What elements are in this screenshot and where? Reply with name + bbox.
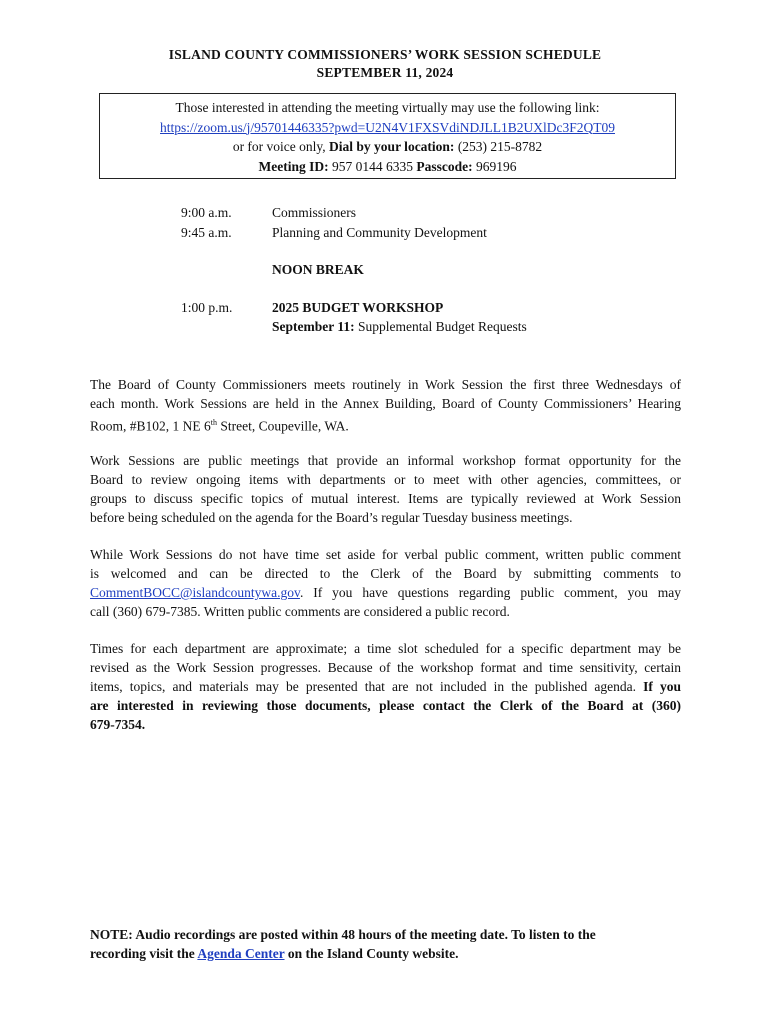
paragraph-line: each month. Work Sessions are held in the Annex Building, Board of County Commissioners’ Hearing	[90, 396, 681, 411]
schedule-item: Commissioners	[272, 205, 357, 220]
schedule-item: 2025 BUDGET WORKSHOP	[272, 300, 444, 315]
virtual-meeting-box	[99, 93, 676, 179]
paragraph-bold-text: If you	[643, 679, 681, 694]
paragraph-text: items, topics, and materials may be presented that are not included in the published agenda.	[90, 679, 637, 694]
meeting-id-label: Meeting ID:	[258, 158, 329, 174]
passcode: 969196	[475, 158, 517, 174]
paragraph-line: is welcomed and can be directed to the Clerk of the Board by submitting comments to	[90, 566, 681, 581]
paragraph-public-comment	[90, 545, 681, 621]
paragraph-text: . If you have questions regarding public comment, you may	[299, 585, 681, 600]
paragraph-line: before being scheduled on the agenda for the Board’s regular Tuesday business meetings.	[90, 510, 573, 525]
schedule-item: Planning and Community Development	[272, 225, 487, 240]
paragraph-line: 679-7354.	[90, 717, 146, 732]
subitem-text: Supplemental Budget Requests	[358, 319, 527, 334]
voice-prefix: or for voice only,	[232, 139, 326, 154]
voice-number: (253) 215-8782	[457, 139, 543, 154]
paragraph-line: The Board of County Commissioners meets routinely in Work Session the first three Wednesdays of	[90, 377, 681, 392]
voice-label: Dial by your location:	[329, 139, 455, 154]
note-line: NOTE: Audio recordings are posted within 48 hours of the meeting date. To listen to the	[90, 927, 596, 942]
address-text: Street, Coupeville, WA.	[217, 418, 349, 434]
agenda-center-link[interactable]: Agenda Center	[197, 946, 285, 961]
comment-email-link[interactable]: CommentBOCC@islandcountywa.gov	[90, 585, 300, 600]
paragraph-line: While Work Sessions do not have time set aside for verbal public comment, written public comment	[90, 547, 681, 562]
ordinal-suffix: th	[210, 418, 217, 427]
paragraph-line: Board to review ongoing items with departments or to meet with other agencies, committees, or	[90, 472, 681, 487]
paragraph-line: Work Sessions are public meetings that provide an informal workshop format opportunity for the	[90, 453, 681, 468]
paragraph-public-meetings	[90, 451, 681, 527]
paragraph-line: Times for each department are approximate; a time slot scheduled for a specific department may be	[90, 641, 681, 656]
schedule-time: 9:00 a.m.	[181, 205, 232, 220]
passcode-label: Passcode:	[416, 158, 473, 174]
paragraph-line	[90, 677, 681, 696]
paragraph-line: call (360) 679-7385. Written public comments are considered a public record.	[90, 604, 510, 619]
voice-line	[100, 137, 675, 157]
virtual-intro: Those interested in attending the meeting virtually may use the following link:	[175, 100, 600, 115]
meeting-id-line	[100, 157, 675, 177]
address-text: Room, #B102, 1 NE 6	[90, 418, 211, 434]
schedule-time: 9:45 a.m.	[181, 225, 232, 240]
paragraph-schedule-info	[90, 375, 681, 436]
document-title: ISLAND COUNTY COMMISSIONERS’ WORK SESSION SCHEDULE	[168, 47, 602, 62]
paragraph-line	[90, 583, 681, 602]
schedule-time: 1:00 p.m.	[181, 300, 233, 315]
document-date: SEPTEMBER 11, 2024	[316, 65, 454, 80]
meeting-id: 957 0144 6335	[331, 158, 413, 174]
note-text: recording visit the	[90, 946, 195, 961]
noon-break: NOON BREAK	[272, 262, 364, 277]
paragraph-line	[90, 413, 681, 436]
zoom-link[interactable]: https://zoom.us/j/95701446335?pwd=U2N4V1FXSVdiNDJLL1B2UXlDc3F2QT09	[160, 119, 615, 135]
paragraph-line: groups to discuss specific topics of mutual interest. Items are typically reviewed at Work Session	[90, 491, 681, 506]
schedule-subitem	[272, 319, 527, 335]
subitem-label: September 11:	[272, 319, 355, 334]
paragraph-times	[90, 639, 681, 734]
note-text: on the Island County website.	[287, 946, 459, 961]
paragraph-line: revised as the Work Session progresses. Because of the workshop format and time sensitivity, certain	[90, 660, 681, 675]
paragraph-line: are interested in reviewing those documents, please contact the Clerk of the Board at (360)	[90, 698, 681, 713]
audio-recordings-note	[90, 925, 681, 963]
note-line	[90, 944, 681, 963]
